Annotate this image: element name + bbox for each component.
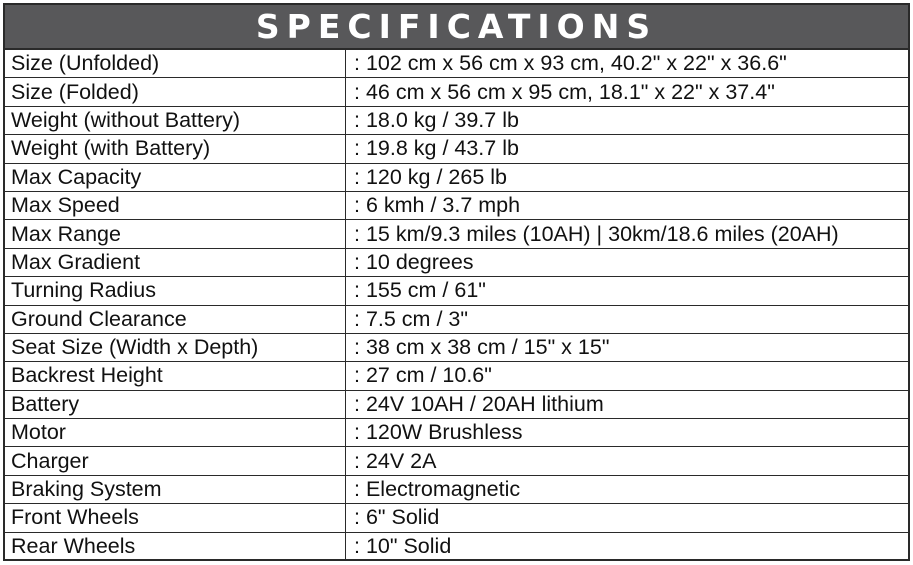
spec-label: Seat Size (Width x Depth): [5, 334, 346, 361]
spec-value: : 7.5 cm / 3": [354, 306, 468, 331]
spec-value: : 10 degrees: [354, 249, 474, 274]
spec-label: Motor: [5, 419, 346, 446]
spec-value: : 27 cm / 10.6": [354, 363, 492, 388]
table-row: [5, 78, 908, 106]
spec-label: Front Wheels: [5, 504, 346, 531]
table-row: [5, 107, 908, 135]
spec-label: Weight (with Battery): [5, 135, 346, 162]
spec-label: Max Gradient: [5, 249, 346, 276]
spec-value: : 10" Solid: [354, 534, 452, 559]
table-row: [5, 476, 908, 504]
spec-label: Weight (without Battery): [5, 107, 346, 134]
spec-label: Max Speed: [5, 192, 346, 219]
table-row: [5, 220, 908, 248]
table-title: SPECIFICATIONS: [5, 5, 908, 50]
table-row: [5, 192, 908, 220]
spec-value: : Electromagnetic: [354, 477, 521, 502]
spec-rows: [5, 50, 908, 561]
spec-label: Max Range: [5, 220, 346, 247]
spec-label: Charger: [5, 447, 346, 474]
table-row: [5, 50, 908, 78]
table-row: [5, 135, 908, 163]
spec-label: Size (Folded): [5, 78, 346, 105]
spec-value: : 120W Brushless: [354, 420, 523, 445]
spec-label: Backrest Height: [5, 362, 346, 389]
table-row: [5, 447, 908, 475]
spec-label: Battery: [5, 391, 346, 418]
table-row: [5, 362, 908, 390]
spec-value: : 155 cm / 61": [354, 278, 486, 303]
spec-value: : 46 cm x 56 cm x 95 cm, 18.1" x 22" x 37.4": [354, 79, 775, 104]
spec-value: : 120 kg / 265 lb: [354, 164, 507, 189]
spec-value: : 102 cm x 56 cm x 93 cm, 40.2" x 22" x 36.6": [354, 51, 787, 76]
table-row: [5, 277, 908, 305]
spec-value: : 15 km/9.3 miles (10AH) | 30km/18.6 miles (20AH): [354, 221, 839, 246]
spec-value: : 24V 2A: [354, 448, 437, 473]
table-row: [5, 533, 908, 561]
table-row: [5, 419, 908, 447]
table-row: [5, 504, 908, 532]
spec-label: Ground Clearance: [5, 306, 346, 333]
spec-label: Turning Radius: [5, 277, 346, 304]
spec-value: : 19.8 kg / 43.7 lb: [354, 136, 519, 161]
table-row: [5, 306, 908, 334]
table-row: [5, 334, 908, 362]
spec-value: : 18.0 kg / 39.7 lb: [354, 107, 519, 132]
table-row: [5, 164, 908, 192]
table-row: [5, 249, 908, 277]
spec-label: Rear Wheels: [5, 533, 346, 561]
spec-value: : 38 cm x 38 cm / 15" x 15": [354, 335, 610, 360]
specifications-table: [3, 3, 910, 561]
spec-value: : 24V 10AH / 20AH lithium: [354, 391, 604, 416]
spec-label: Max Capacity: [5, 164, 346, 191]
table-row: [5, 391, 908, 419]
spec-value: : 6 kmh / 3.7 mph: [354, 193, 521, 218]
spec-label: Braking System: [5, 476, 346, 503]
spec-value: : 6" Solid: [354, 505, 440, 530]
spec-label: Size (Unfolded): [5, 50, 346, 77]
